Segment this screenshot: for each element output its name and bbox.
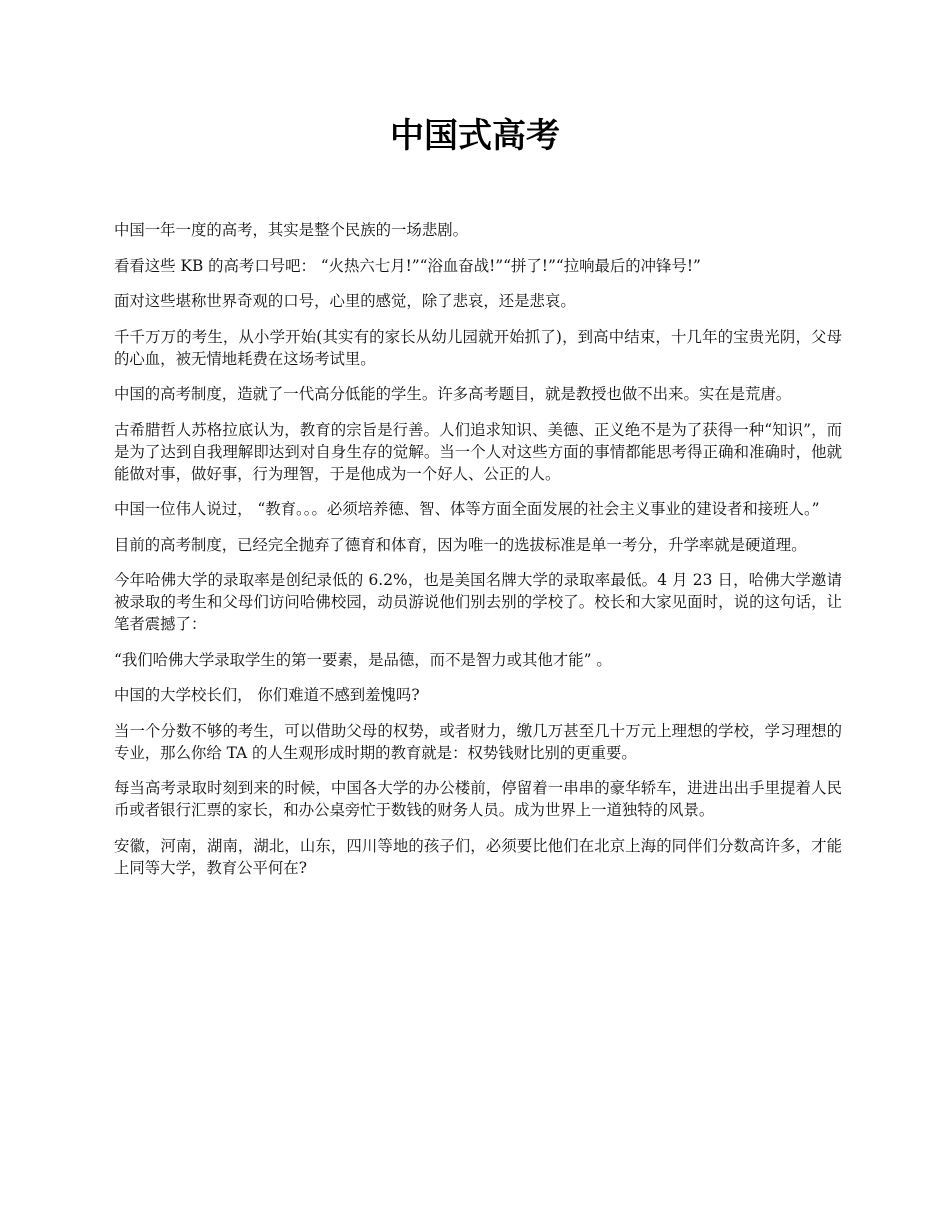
paragraph: 中国一位伟人说过， “教育。。。必须培养德、智、体等方面全面发展的社会主义事业的建设者和接班人。” xyxy=(114,500,820,518)
paragraph: 中国的大学校长们， 你们难道不感到羞愧吗? xyxy=(114,686,420,704)
paragraph: “我们哈佛大学录取学生的第一要素，是品德，而不是智力或其他才能” 。 xyxy=(114,650,612,669)
paragraph: 中国一年一度的高考，其实是整个民族的一场悲剧。 xyxy=(114,221,468,239)
paragraph: 面对这些堪称世界奇观的口号，心里的感觉，除了悲哀，还是悲哀。 xyxy=(114,292,576,310)
paragraph: 每当高考录取时刻到来的时候，中国各大学的办公楼前，停留着一串串的豪华轿车，进进出出手里提着人民币或者银行汇票的家长，和办公桌旁忙于数钱的财务人员。成为世界上一道独特的风景。 xyxy=(114,779,842,819)
paragraph: 目前的高考制度，已经完全抛弃了德育和体育，因为唯一的选拔标准是单一考分，升学率就是硬道理。 xyxy=(114,535,807,554)
document-body xyxy=(114,219,842,892)
paragraph: 中国的高考制度，造就了一代高分低能的学生。许多高考题目，就是教授也做不出来。实在是荒唐。 xyxy=(114,385,792,403)
document-title: 中国式高考 xyxy=(390,116,560,156)
paragraph: 千千万万的考生，从小学开始(其实有的家长从幼儿园就开始抓了)，到高中结束，十几年的宝贵光阴，父母的心血，被无情地耗费在这场考试里。 xyxy=(114,327,842,368)
paragraph: 当一个分数不够的考生，可以借助父母的权势，或者财力，缴几万甚至几十万元上理想的学校，学习理想的专业，那么你给 TA 的人生观形成时期的教育就是：权势钱财比别的更重要。 xyxy=(114,721,842,762)
paragraph: 看看这些 KB 的高考口号吧： “火热六七月!”“浴血奋战!”“拼了!”“拉响最后的冲锋号!” xyxy=(114,256,701,275)
paragraph: 安徽，河南，湖南，湖北，山东，四川等地的孩子们，必须要比他们在北京上海的同伴们分数高许多，才能上同等大学，教育公平何在? xyxy=(114,836,842,877)
paragraph: 古希腊哲人苏格拉底认为，教育的宗旨是行善。人们追求知识、美德、正义绝不是为了获得一种“知识”，而是为了达到自我理解即达到对自身生存的觉解。当一个人对这些方面的事情都能思考得正确和准确时，他就能做对事，做好事，行为理智，于是他成为一个好人、公正的人。 xyxy=(114,420,842,483)
paragraph: 今年哈佛大学的录取率是创纪录低的 6.2%，也是美国名牌大学的录取率最低。4 月 23 日，哈佛大学邀请被录取的考生和父母们访问哈佛校园，动员游说他们别去别的学校了。校长和大家见面时，说的这句话，让笔者震撼了： xyxy=(114,571,842,633)
